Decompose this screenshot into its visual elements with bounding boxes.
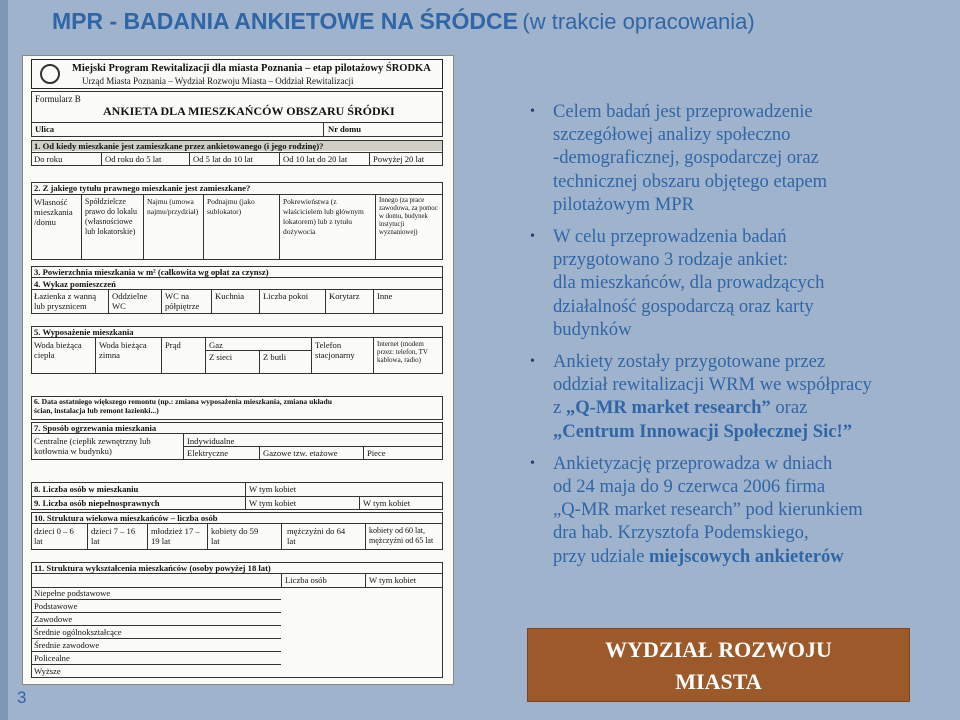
department-line-1: WYDZIAŁ ROZWOJU — [605, 637, 832, 662]
q5-option: Gaz — [209, 340, 223, 350]
bullet-line — [553, 521, 948, 544]
q4-option: WC na półpiętrze — [165, 291, 200, 311]
question-11: 11. Struktura wykształcenia mieszkańców (osoby powyżej 18 lat) — [34, 563, 271, 573]
bullet-text: działalność gospodarczą oraz karty — [553, 295, 814, 317]
bullet-line — [553, 295, 948, 318]
field-house-number: Nr domu — [328, 124, 362, 134]
bullet-text: „Q-MR market research” — [565, 397, 771, 419]
bullet-text: pilotażowym MPR — [553, 193, 695, 215]
bullet-line — [553, 123, 948, 146]
left-accent-band — [0, 0, 8, 720]
bullet-line — [553, 420, 948, 443]
form-header-line2: Urząd Miasta Poznania – Wydział Rozwoju Miasta – Oddział Rewitalizacji — [82, 76, 354, 86]
q7-option: Centralne (ciepłik zewnętrzny lub kotłownia w budynku) — [34, 436, 151, 456]
bullet-text: budynków — [553, 318, 632, 340]
q4-option: Liczba pokoi — [263, 291, 309, 301]
q7-option: Piece — [367, 448, 386, 458]
bullet-item — [528, 100, 948, 216]
q11-option: Wyższe — [34, 666, 61, 676]
bullet-text: W celu przeprowadzenia badań — [553, 226, 787, 248]
question-10: 10. Struktura wiekowa mieszkańców – liczba osób — [34, 513, 218, 523]
bullet-item — [528, 350, 948, 443]
q1-option: Powyżej 20 lat — [373, 154, 425, 164]
form-header — [31, 59, 443, 89]
bullet-dot-icon: • — [530, 455, 535, 471]
q10-option: młodzież 17 – 19 lat — [151, 526, 200, 546]
question-2: 2. Z jakiego tytułu prawnego mieszkanie jest zamieszkane? — [34, 183, 251, 193]
field-street: Ulica — [35, 124, 55, 134]
question-7: 7. Sposób ogrzewania mieszkania — [34, 423, 157, 433]
q11-option: Niepełne podstawowe — [34, 588, 111, 598]
q7-option: Elektryczne — [187, 448, 229, 458]
q2-option: Najmu (umowa najmu/przydział) — [147, 197, 199, 216]
bullet-dot-icon: • — [530, 104, 535, 119]
people-count-label: Liczba osób — [285, 575, 327, 585]
question-4: 4. Wykaz pomieszczeń — [34, 279, 116, 289]
q4-option: Łazienka z wanną lub prysznicem — [34, 291, 97, 311]
bullet-line — [553, 100, 948, 123]
slide-title-main: MPR - BADANIA ANKIETOWE NA ŚRÓDCE — [52, 8, 518, 34]
bullet-text: dra hab. Krzysztofa Podemskiego, — [553, 522, 809, 544]
bullet-line — [553, 373, 948, 396]
bullet-line — [553, 350, 948, 373]
q5-option: Z sieci — [209, 352, 233, 362]
bullet-text: dla mieszkańców, dla prowadzących — [553, 272, 825, 294]
question-3: 3. Powierzchnia mieszkania w m² (całkowita wg opłat za czynsz) — [34, 267, 269, 277]
q4-option: Korytarz — [329, 291, 360, 301]
women-count-label: W tym kobiet — [363, 498, 411, 508]
department-badge — [527, 628, 910, 702]
form-header-line1: Miejski Program Rewitalizacji dla miasta Poznania – etap pilotażowy ŚRODKA — [72, 63, 431, 74]
bullet-text: -demograficznej, gospodarczej oraz — [553, 147, 819, 169]
bullet-text: Ankietyzację przeprowadza w dniach — [553, 452, 833, 474]
bullet-text: przy udziale — [553, 545, 650, 567]
page-number: 3 — [17, 688, 27, 707]
bullet-line — [553, 545, 948, 568]
bullet-text: Ankiety zostały przygotowane przez — [553, 351, 826, 373]
q2-option: Pokrewieństwa (z właścicielem lub głównym lokatorem) lub z tytułu dożywocia — [283, 197, 364, 236]
q1-option: Od 10 lat do 20 lat — [283, 154, 348, 164]
bullet-line — [553, 170, 948, 193]
bullet-text: z — [553, 397, 566, 419]
city-logo-icon — [40, 64, 60, 84]
department-line-2: MIASTA — [675, 669, 762, 694]
q7-option: Indywidualne — [187, 436, 235, 446]
question-8: 8. Liczba osób w mieszkaniu — [34, 484, 139, 494]
q11-option: Średnie ogólnokształcące — [34, 627, 122, 637]
bullet-line — [553, 225, 948, 248]
question-5: 5. Wyposażenie mieszkania — [34, 327, 134, 337]
bullet-text: miejscowych ankieterów — [649, 545, 844, 567]
q10-option: mężczyźni do 64 lat — [287, 526, 346, 546]
q1-option: Od 5 lat do 10 lat — [193, 154, 253, 164]
q11-option: Podstawowe — [34, 601, 78, 611]
q1-option: Do roku — [34, 154, 63, 164]
q4-option: Inne — [377, 291, 393, 301]
q5-option: Woda bieżąca ciepła — [34, 340, 82, 360]
q11-option: Zawodowe — [34, 614, 73, 624]
q7-option: Gazowe tzw. etażowe — [263, 448, 338, 458]
bullet-line — [553, 193, 948, 216]
bullet-text: przygotowano 3 rodzaje ankiet: — [553, 249, 788, 271]
q2-option: Podnajmu (jako sublokator) — [207, 197, 255, 216]
bullet-text: technicznej obszaru objętego etapem — [553, 170, 828, 192]
bullet-item — [528, 225, 948, 341]
q10-option: kobiety od 60 lat, mężczyźni od 65 lat — [369, 526, 434, 545]
q10-option: kobiety do 59 lat — [211, 526, 259, 546]
bullet-text: oraz — [770, 397, 808, 419]
bullet-text: „Q-MR market research” pod kierunkiem — [553, 499, 863, 521]
q11-option: Średnie zawodowe — [34, 640, 100, 650]
q5-option: Telefon stacjonarny — [315, 340, 355, 360]
bullet-line — [553, 475, 948, 498]
bullet-text: Celem badań jest przeprowadzenie — [553, 101, 813, 122]
women-count-label: W tym kobiet — [369, 575, 417, 585]
slide-title-suffix: (w trakcie opracowania) — [522, 9, 755, 34]
question-1: 1. Od kiedy mieszkanie jest zamieszkane przez ankietowanego (i jego rodzinę)? — [34, 141, 324, 151]
bullet-line — [553, 248, 948, 271]
bullet-item — [528, 452, 948, 568]
bullet-text: „Centrum Innowacji Społecznej Sic!” — [553, 420, 853, 442]
q11-option: Policealne — [34, 653, 70, 663]
bullet-line — [553, 271, 948, 294]
bullet-line — [553, 146, 948, 169]
bullet-line — [553, 452, 948, 475]
bullet-text: szczegółowej analizy społeczno — [553, 124, 791, 146]
form-code: Formularz B — [35, 94, 81, 104]
bullet-list — [528, 100, 948, 577]
q1-option: Od roku do 5 lat — [105, 154, 162, 164]
bullet-line — [553, 396, 948, 419]
question-9: 9. Liczba osób niepełnosprawnych — [34, 498, 160, 508]
bullet-dot-icon: • — [530, 354, 535, 370]
question-6: 6. Data ostatniego większego remontu (np.: zmiana wyposażenia mieszkania, zmiana układu ścian, instalacja lub remont łazienki...) — [34, 397, 332, 415]
q10-option: dzieci 0 – 6 lat — [34, 526, 74, 546]
q4-option: Oddzielne WC — [112, 291, 148, 311]
q2-option: Spółdzielcze prawo do lokalu (własnościowe lub lokatorskie) — [85, 197, 137, 236]
slide-title — [52, 6, 755, 36]
bullet-text: od 24 maja do 9 czerwca 2006 firma — [553, 476, 826, 498]
women-count-label: W tym kobiet — [249, 498, 297, 508]
q2-option: Innego (za prace zawodowa, za pomoc w domu, budynek instytucji wyznaniowej) — [379, 197, 438, 236]
women-count-label: W tym kobiet — [249, 484, 297, 494]
bullet-dot-icon: • — [530, 229, 535, 245]
form-title: ANKIETA DLA MIESZKAŃCÓW OBSZARU ŚRÓDKI — [103, 104, 395, 118]
q5-option: Z butli — [263, 352, 287, 362]
q5-option: Prąd — [165, 340, 181, 350]
q5-option: Woda bieżąca zimna — [99, 340, 147, 360]
questionnaire-scan — [22, 55, 454, 685]
q4-option: Kuchnia — [215, 291, 245, 301]
bullet-line — [553, 318, 948, 341]
bullet-text: oddział rewitalizacji WRM we współpracy — [553, 374, 872, 396]
bullet-line — [553, 498, 948, 521]
q10-option: dzieci 7 – 16 lat — [91, 526, 136, 546]
q2-option: Własność mieszkania /domu — [34, 197, 73, 227]
q5-option: Internet (modem przez: telefon, TV kablowa, radio) — [377, 340, 428, 364]
